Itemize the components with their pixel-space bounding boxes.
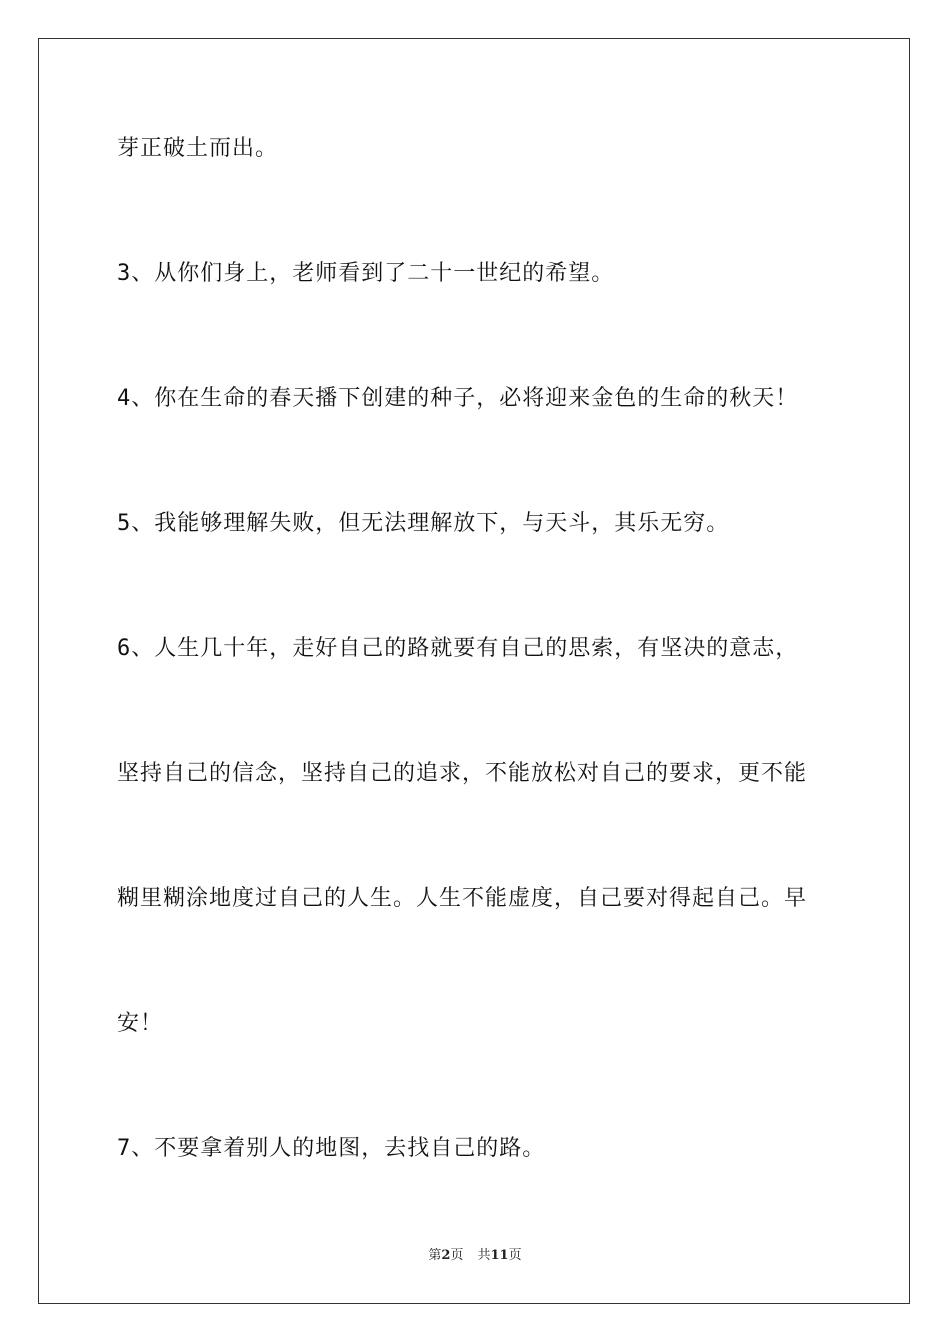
text-line: 4、你在生命的春天播下创建的种子，必将迎来金色的生命的秋天！: [117, 386, 799, 411]
text-line: 5、我能够理解失败，但无法理解放下，与天斗，其乐无穷。: [117, 511, 730, 536]
total-suffix: 页: [508, 1248, 522, 1263]
text-line: 糊里糊涂地度过自己的人生。人生不能虚度，自己要对得起自己。早: [117, 886, 808, 911]
page-border: [38, 38, 910, 1304]
text-line: 3、从你们身上，老师看到了二十一世纪的希望。: [117, 261, 615, 286]
total-prefix: 共: [477, 1248, 491, 1263]
text-line: 坚持自己的信念，坚持自己的追求，不能放松对自己的要求，更不能: [117, 761, 808, 786]
text-line: 7、不要拿着别人的地图，去找自己的路。: [117, 1136, 546, 1161]
page-number: 2: [441, 1248, 451, 1263]
text-line: 芽正破土而出。: [117, 136, 279, 161]
page-footer: [0, 1246, 950, 1266]
text-line: 6、人生几十年，走好自己的路就要有自己的思索，有坚决的意志，: [117, 636, 799, 661]
page-prefix: 第: [428, 1248, 442, 1263]
text-line: 安！: [117, 1011, 164, 1036]
total-pages: 11: [490, 1248, 509, 1263]
page-suffix: 页: [450, 1248, 464, 1263]
